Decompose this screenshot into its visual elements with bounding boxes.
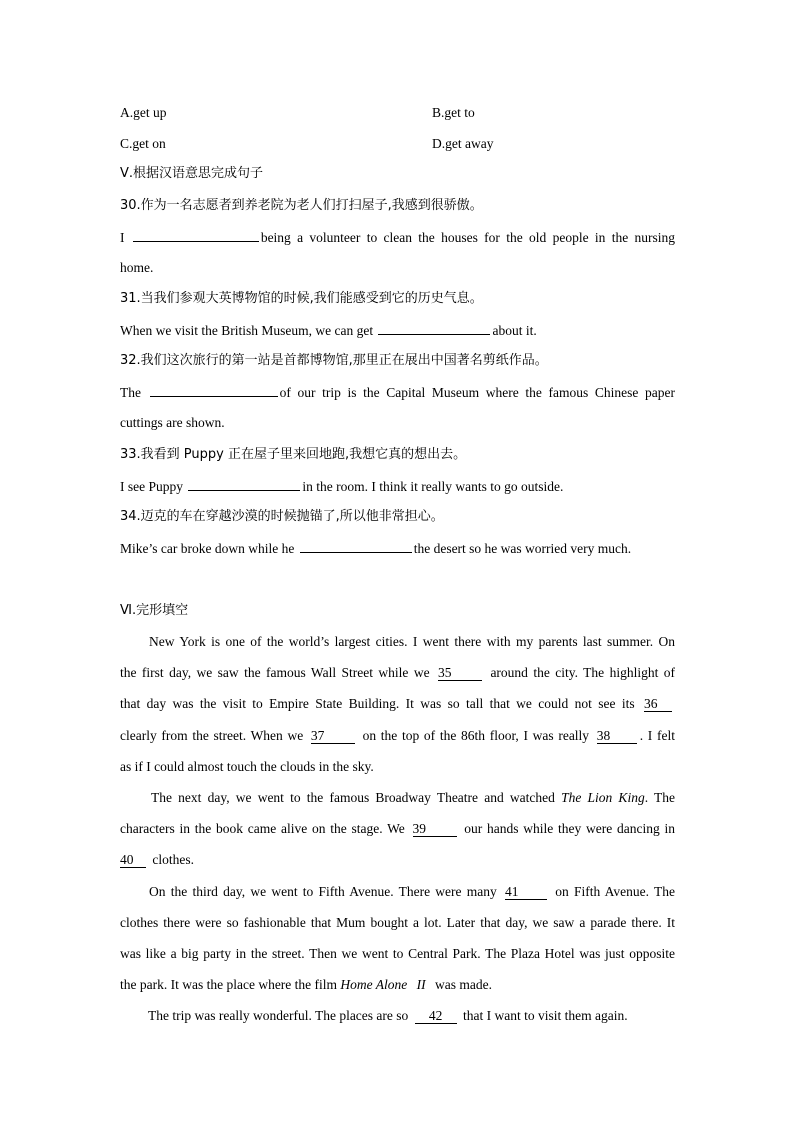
title-lion-king: The Lion King: [561, 790, 645, 805]
p4-line-1-post: that I want to visit them again.: [463, 1008, 628, 1023]
p1-line-2: [120, 664, 675, 682]
q33-answer-blank[interactable]: [188, 477, 300, 491]
p2-line-2: [120, 820, 675, 838]
q30-chinese: 30.作为一名志愿者到养老院为老人们打扫屋子,我感到很骄傲。: [120, 198, 483, 213]
p3-line-4: [120, 976, 675, 994]
q30-english: [120, 228, 675, 247]
q32-english-cont: cuttings are shown.: [120, 415, 225, 430]
p4-line-1: [148, 1007, 675, 1025]
p2-line-2-post: our hands while they were dancing in: [464, 821, 675, 836]
title-home-alone-number: II: [416, 977, 426, 992]
p2-line-3-post: clothes.: [152, 852, 194, 867]
option-c: C.get on: [120, 136, 166, 151]
p1-line-1: New York is one of the world’s largest cities. I went there with my parents last summer. On: [149, 634, 675, 649]
cloze-blank-40[interactable]: 40: [120, 852, 146, 868]
q32-chinese: 32.我们这次旅行的第一站是首都博物馆,那里正在展出中国著名剪纸作品。: [120, 353, 548, 368]
p1-line-4: [120, 727, 675, 745]
q33-post: in the room. I think it really wants to go outside.: [302, 479, 564, 494]
q34-post: the desert so he was worried very much.: [413, 541, 632, 556]
cloze-blank-35[interactable]: 35: [438, 665, 482, 681]
p3-line-1-pre: On the third day, we went to Fifth Avenue. There were many: [149, 884, 497, 899]
p2-line-1: [151, 789, 675, 807]
p2-line-1-post: . The: [644, 790, 676, 805]
p2-line-1-pre: The next day, we went to the famous Broadway Theatre and watched: [151, 790, 555, 805]
option-d: D.get away: [432, 136, 494, 151]
cloze-blank-39[interactable]: 39: [413, 821, 457, 837]
p1-line-5: as if I could almost touch the clouds in the sky.: [120, 759, 374, 774]
p3-line-4-pre: the park. It was the place where the film: [120, 977, 338, 992]
q33-english: [120, 477, 675, 496]
cloze-blank-42[interactable]: 42: [415, 1008, 457, 1024]
p2-line-2-pre: characters in the book came alive on the stage. We: [120, 821, 405, 836]
q31-answer-blank[interactable]: [378, 321, 490, 335]
p3-line-1-post: on Fifth Avenue. The: [555, 884, 676, 899]
q32-answer-blank[interactable]: [150, 383, 278, 397]
q32-english: [120, 383, 675, 402]
p1-line-4-pre: clearly from the street. When we: [120, 728, 304, 743]
p1-line-2-pre: the first day, we saw the famous Wall Street while we: [120, 665, 430, 680]
cloze-blank-41[interactable]: 41: [505, 884, 547, 900]
p1-line-4-mid: on the top of the 86th floor, I was really: [362, 728, 590, 743]
p3-line-2: clothes there were so fashionable that Mum bought a lot. Later that day, we saw a parade there. It: [120, 915, 675, 930]
option-b: B.get to: [432, 105, 475, 120]
q34-english: [120, 539, 675, 558]
title-home-alone: Home Alone: [340, 977, 408, 992]
q34-chinese: 34.迈克的车在穿越沙漠的时候抛锚了,所以他非常担心。: [120, 509, 444, 524]
cloze-blank-36[interactable]: 36: [644, 696, 672, 712]
p3-line-4-post: was made.: [435, 977, 493, 992]
section-6-heading: Ⅵ.完形填空: [120, 603, 189, 618]
q30-pre: I: [120, 230, 125, 245]
q31-chinese: 31.当我们参观大英博物馆的时候,我们能感受到它的历史气息。: [120, 291, 483, 306]
q33-pre: I see Puppy: [120, 479, 183, 494]
p3-line-1: [149, 883, 675, 901]
cloze-blank-37[interactable]: 37: [311, 728, 355, 744]
q32-post: of our trip is the Capital Museum where the famous Chinese paper: [279, 385, 675, 400]
p1-line-3-pre: that day was the visit to Empire State Building. It was so tall that we could not see its: [120, 696, 635, 711]
q32-pre: The: [120, 385, 141, 400]
q30-answer-blank[interactable]: [133, 228, 259, 242]
p1-line-3: [120, 695, 675, 713]
section-5-heading: Ⅴ.根据汉语意思完成句子: [120, 166, 264, 181]
p3-line-3: was like a big party in the street. Then we went to Central Park. The Plaza Hotel was just opposite: [120, 946, 675, 961]
q31-post: about it.: [492, 323, 537, 338]
p1-line-2-post: around the city. The highlight of: [490, 665, 676, 680]
q34-pre: Mike’s car broke down while he: [120, 541, 295, 556]
q31-pre: When we visit the British Museum, we can get: [120, 323, 374, 338]
q30-english-cont: home.: [120, 260, 154, 275]
q30-post: being a volunteer to clean the houses for the old people in the nursing: [260, 230, 675, 245]
p4-line-1-pre: The trip was really wonderful. The places are so: [148, 1008, 409, 1023]
p2-line-3: [120, 851, 675, 869]
q34-answer-blank[interactable]: [300, 539, 412, 553]
p1-line-4-post: . I felt: [639, 728, 675, 743]
option-a: A.get up: [120, 105, 167, 120]
q33-chinese: 33.我看到 Puppy 正在屋子里来回地跑,我想它真的想出去。: [120, 447, 467, 462]
q31-english: [120, 321, 675, 340]
cloze-blank-38[interactable]: 38: [597, 728, 637, 744]
